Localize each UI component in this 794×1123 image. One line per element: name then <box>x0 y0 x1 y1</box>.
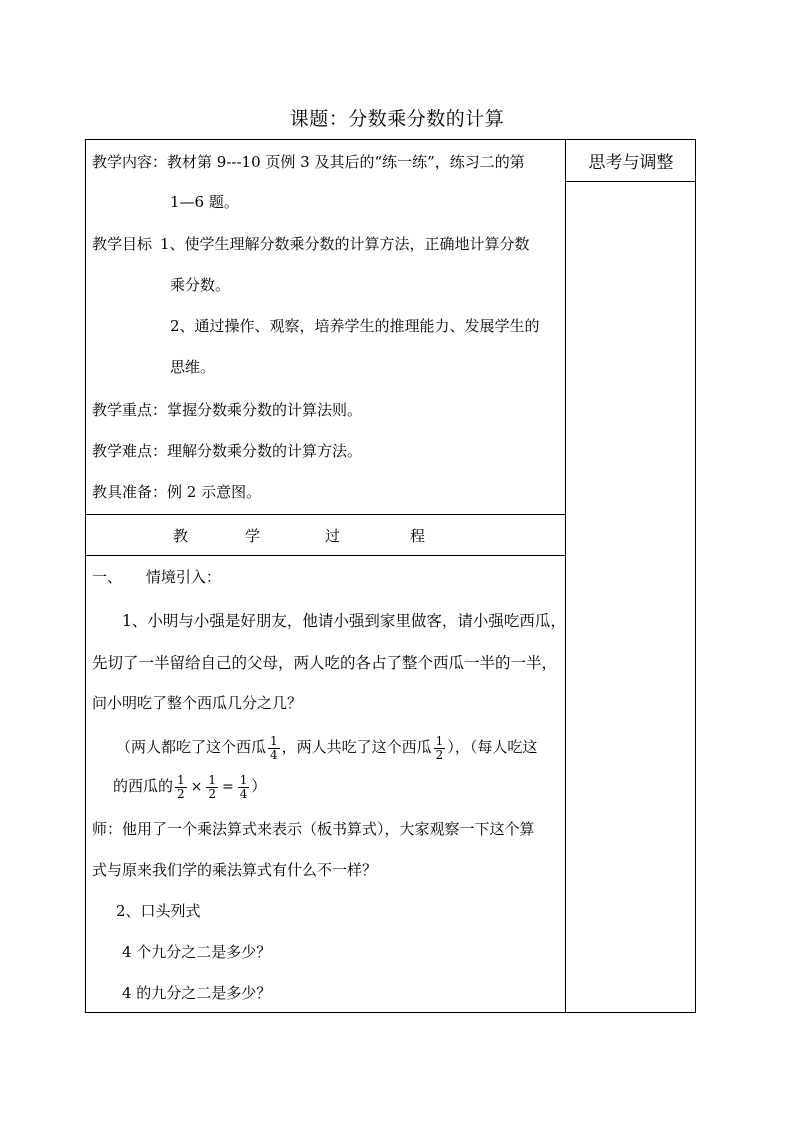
process-header-top-line <box>85 514 566 515</box>
page-title: 课题：分数乘分数的计算 <box>289 108 505 130</box>
content-text: 教材第 9---10 页例 3 及其后的“练一练”，练习二的第 <box>167 153 525 171</box>
table-column-divider <box>565 139 566 1013</box>
question-line: 4 的九分之二是多少？ <box>122 984 272 1002</box>
equals-sign: = <box>222 779 234 795</box>
paragraph-line: 师：他用了一个乘法算式来表示（板书算式），大家观察一下这个算 <box>92 820 535 838</box>
key-point-row <box>92 400 362 420</box>
statement-text: 的西瓜的 <box>113 777 174 795</box>
fraction-equation <box>113 770 266 803</box>
process-header-char: 学 <box>245 527 261 545</box>
fraction-one-half: $\frac{1}{2}$ <box>177 772 185 801</box>
difficulty-text: 理解分数乘分数的计算方法。 <box>167 442 363 460</box>
paragraph-line: 式与原来我们学的乘法算式有什么不一样？ <box>92 861 378 879</box>
goal2-text-cont: 思维。 <box>170 358 216 376</box>
process-header-bottom-line <box>85 555 566 556</box>
goal1-text-cont: 乘分数。 <box>170 276 231 294</box>
paragraph-line: 先切了一半留给自己的父母，两人吃的各占了整个西瓜一半的一半， <box>92 654 558 672</box>
difficulty-row <box>92 441 362 461</box>
difficulty-label: 教学难点： <box>92 442 168 460</box>
goal2-text: 2、通过操作、观察，培养学生的推理能力、发展学生的 <box>170 317 540 335</box>
process-header-char: 程 <box>410 527 426 545</box>
key-point-text: 掌握分数乘分数的计算法则。 <box>167 401 363 419</box>
fraction-statement <box>116 732 537 762</box>
fraction-one-quarter: $\frac{1}{4}$ <box>239 772 248 801</box>
process-header-char: 过 <box>325 527 341 545</box>
goal1-text: 1、使学生理解分数乘分数的计算方法，正确地计算分数 <box>160 235 530 253</box>
tools-row <box>92 482 261 502</box>
tools-label: 教具准备： <box>92 483 168 501</box>
section-heading: 2、口头列式 <box>116 902 201 920</box>
paragraph-line: 问小明吃了整个西瓜几分之几？ <box>92 694 303 712</box>
key-point-label: 教学重点： <box>92 401 168 419</box>
side-header-divider <box>565 181 696 182</box>
fraction-one-half: $\frac{1}{2}$ <box>435 733 444 762</box>
paragraph-line: 1、小明与小强是好朋友，他请小强到家里做客，请小强吃西瓜， <box>122 612 566 630</box>
question-line: 4 个九分之二是多少？ <box>122 943 272 961</box>
side-column-header: 思考与调整 <box>588 153 674 173</box>
statement-text: ，两人共吃了这个西瓜 <box>281 738 432 756</box>
tools-text: 例 2 示意图。 <box>167 483 262 501</box>
goal-row <box>92 234 530 254</box>
statement-text: ），（每人吃这 <box>447 738 538 756</box>
statement-text: ） <box>251 777 267 795</box>
process-header-char: 教 <box>173 527 189 545</box>
content-label: 教学内容： <box>92 153 168 171</box>
content-row <box>92 152 525 172</box>
section-heading: 一、 情境引入： <box>92 568 221 586</box>
content-text-cont: 1—6 题。 <box>170 193 239 211</box>
goal-label: 教学目标 <box>92 235 153 253</box>
fraction-one-half: $\frac{1}{2}$ <box>208 772 217 801</box>
fraction-one-quarter: $\frac{1}{4}$ <box>270 733 278 762</box>
times-sign: × <box>190 779 203 795</box>
statement-text: （两人都吃了这个西瓜 <box>116 738 267 756</box>
